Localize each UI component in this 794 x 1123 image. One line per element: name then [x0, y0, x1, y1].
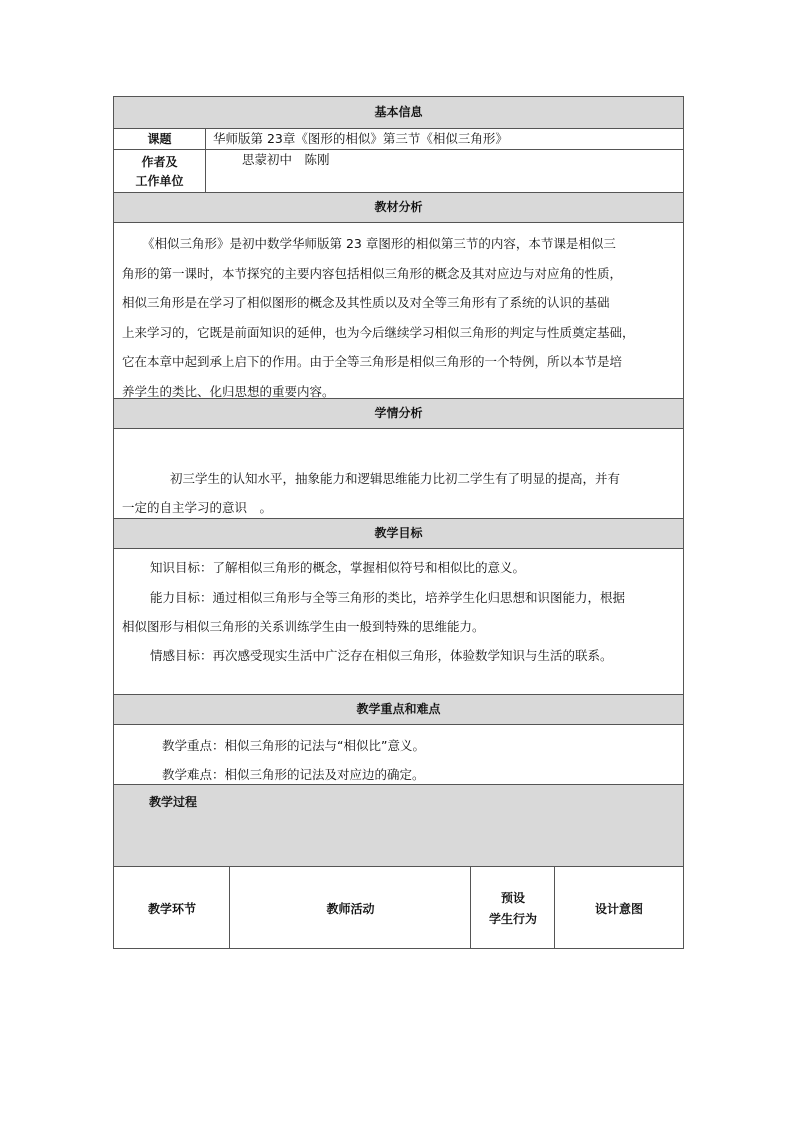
analysis-line: 养学生的类比、化归思想的重要内容。 [122, 383, 335, 399]
analysis-line: 上来学习的，它既是前面知识的延伸，也为今后继续学习相似三角形的判定与性质奠定基础， [122, 324, 635, 340]
section-title: 学情分析 [374, 406, 423, 420]
section-title: 教材分析 [374, 200, 423, 214]
lesson-plan-table [113, 96, 684, 949]
key-point-difficulty: 教学难点：相似三角形的记法及对应边的确定。 [162, 767, 425, 782]
analysis-line: 相似三角形是在学习了相似图形的概念及其性质以及对全等三角形有了系统的认识的基础 [122, 295, 610, 310]
section-header-key-points [114, 694, 683, 725]
column-label: 教学环节 [147, 902, 196, 916]
student-analysis-line1: 初三学生的认知水平，抽象能力和逻辑思维能力比初二学生有了明显的提高，并有 [170, 471, 621, 486]
column-design-intent [555, 867, 683, 948]
column-student-behavior [471, 867, 555, 948]
section-header-process [114, 784, 683, 867]
column-teaching-stage [114, 867, 230, 948]
section-title: 基本信息 [374, 105, 423, 119]
student-analysis-line2: 一定的自主学习的意识 。 [122, 500, 273, 515]
analysis-line: 它在本章中起到承上启下的作用。由于全等三角形是相似三角形的一个特例，所以本节是培 [122, 354, 623, 369]
topic-value: 华师版第 23章《图形的相似》第三节《相似三角形》 [213, 131, 508, 146]
column-label: 设计意图 [594, 902, 643, 916]
objective-ability-line1: 能力目标：通过相似三角形与全等三角形的类比，培养学生化归思想和识图能力，根据 [150, 590, 626, 605]
section-title: 教学过程 [149, 795, 198, 809]
column-label: 教师活动 [326, 902, 375, 916]
author-value: 思蒙初中 陈刚 [242, 152, 330, 167]
author-row [114, 150, 683, 192]
section-header-basic-info [114, 97, 683, 129]
objective-knowledge: 知识目标：了解相似三角形的概念，掌握相似符号和相似比的意义。 [150, 560, 526, 575]
section-header-objectives [114, 518, 683, 549]
analysis-line: 角形的第一课时，本节探究的主要内容包括相似三角形的概念及其对应边与对应角的性质， [122, 265, 623, 281]
textbook-analysis-body [122, 229, 682, 406]
key-point-focus: 教学重点：相似三角形的记法与“相似比”意义。 [162, 738, 425, 753]
author-label-line1: 作者及 [141, 155, 178, 169]
author-label-line2: 工作单位 [135, 174, 184, 188]
column-label [471, 888, 555, 930]
topic-row [114, 129, 683, 150]
column-label-line1: 预设 [500, 891, 525, 905]
section-header-textbook-analysis [114, 192, 683, 223]
section-title: 教学重点和难点 [356, 702, 441, 716]
analysis-line: 《相似三角形》是初中数学华师版第 23 章图形的相似第三节的内容，本节课是相似三 [142, 236, 616, 251]
section-header-student-analysis [114, 398, 683, 429]
process-column-header-row [114, 867, 683, 948]
column-teacher-activity [230, 867, 471, 948]
author-label [114, 150, 206, 192]
topic-label: 课题 [114, 129, 206, 149]
section-title: 教学目标 [374, 526, 423, 540]
objective-ability-line2: 相似图形与相似三角形的关系训练学生由一般到特殊的思维能力。 [122, 619, 485, 634]
column-label-line2: 学生行为 [488, 912, 537, 926]
objective-emotion: 情感目标：再次感受现实生活中广泛存在相似三角形，体验数学知识与生活的联系。 [150, 648, 613, 663]
